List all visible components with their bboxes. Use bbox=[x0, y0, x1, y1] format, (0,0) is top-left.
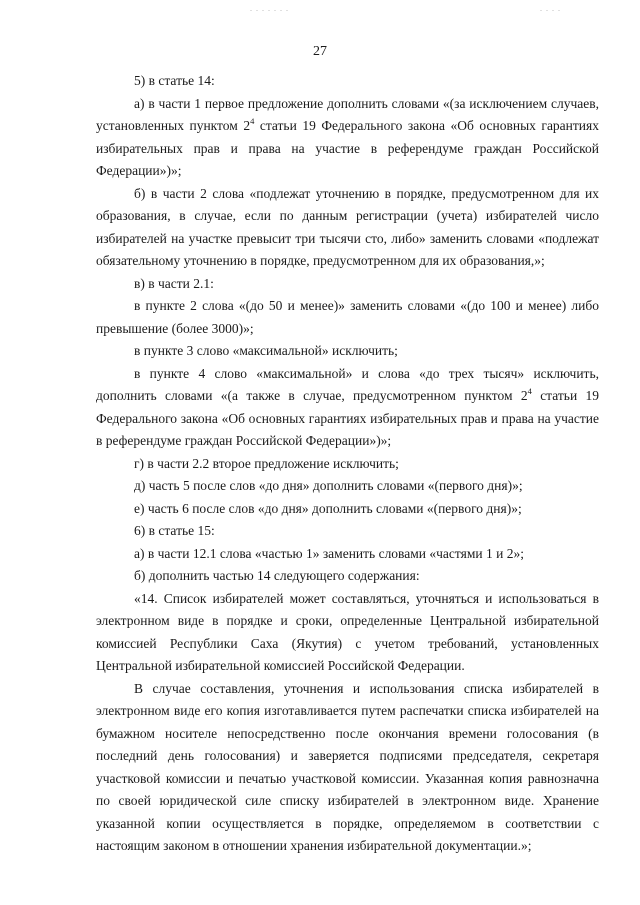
scan-mark-left: . . . . . . . bbox=[250, 4, 289, 13]
document-body bbox=[96, 70, 599, 858]
paragraph: в пункте 3 слово «максимальной» исключить; bbox=[134, 343, 398, 358]
paragraph: в пункте 4 слово «максимальной» и слова «до трех тысяч» исключить, дополнить словами «(а также в случае, предусмотренном пунктом $2^4$ статьи 19 Федерального закона «Об основных гарантиях избирательных прав и права на участие в референдуме граждан Российской Федерации»)»; bbox=[96, 365, 599, 448]
scan-mark-right: . . . . bbox=[540, 4, 561, 13]
paragraph: д) часть 5 после слов «до дня» дополнить словами «(первого дня)»; bbox=[134, 478, 523, 493]
paragraph: 5) в статье 14: bbox=[134, 73, 215, 88]
paragraph: г) в части 2.2 второе предложение исключить; bbox=[134, 455, 399, 471]
paragraph: в пункте 2 слова «(до 50 и менее)» заменить словами «(до 100 и менее) либо превышение (более 3000)»; bbox=[96, 298, 599, 336]
paragraph: «14. Список избирателей может составляться, уточняться и использоваться в электронном виде в порядке и сроки, определенные Центральной избирательной комиссией Республики Саха (Якутия) с учетом требований, установленных Центральной избирательной комиссией Российской Федерации. bbox=[96, 590, 599, 673]
paragraph: 6) в статье 15: bbox=[134, 523, 215, 538]
paragraph: а) в части 1 первое предложение дополнить словами «(за исключением случаев, установленных пунктом $2^4$ статьи 19 Федерального закона «Об основных гарантиях избирательных прав и права на участие в референдуме граждан Российской Федерации»)»; bbox=[96, 95, 599, 178]
paragraph: В случае составления, уточнения и использования списка избирателей в электронном виде его копия изготавливается путем распечатки списка избирателей на бумажном носителе непосредственно после окончания времени голосования (в последний день голосования) и заверяется подписями председателя, секретаря участковой комиссии и печатью участковой комиссии. Указанная копия равнозначна по своей юридической силе списку избирателей в электронном виде. Хранение указанной копии осуществляется в порядке, определяемом в соответствии с настоящим законом в отношении хранения избирательной документации.»; bbox=[96, 680, 599, 853]
paragraph: б) дополнить частью 14 следующего содержания: bbox=[134, 568, 420, 583]
page-number: 27 bbox=[313, 44, 327, 59]
paragraph: е) часть 6 после слов «до дня» дополнить словами «(первого дня)»; bbox=[134, 500, 522, 516]
paragraph: в) в части 2.1: bbox=[134, 275, 214, 291]
paragraph: б) в части 2 слова «подлежат уточнению в порядке, предусмотренном для их образования, в случае, если по данным регистрации (учета) избирателей число избирателей на участке превысит три тысячи сто, либо» заменить словами «подлежат обязательному уточнению в порядке, предусмотренном для их образования,»; bbox=[96, 185, 599, 268]
paragraph: а) в части 12.1 слова «частью 1» заменить словами «частями 1 и 2»; bbox=[134, 545, 524, 561]
